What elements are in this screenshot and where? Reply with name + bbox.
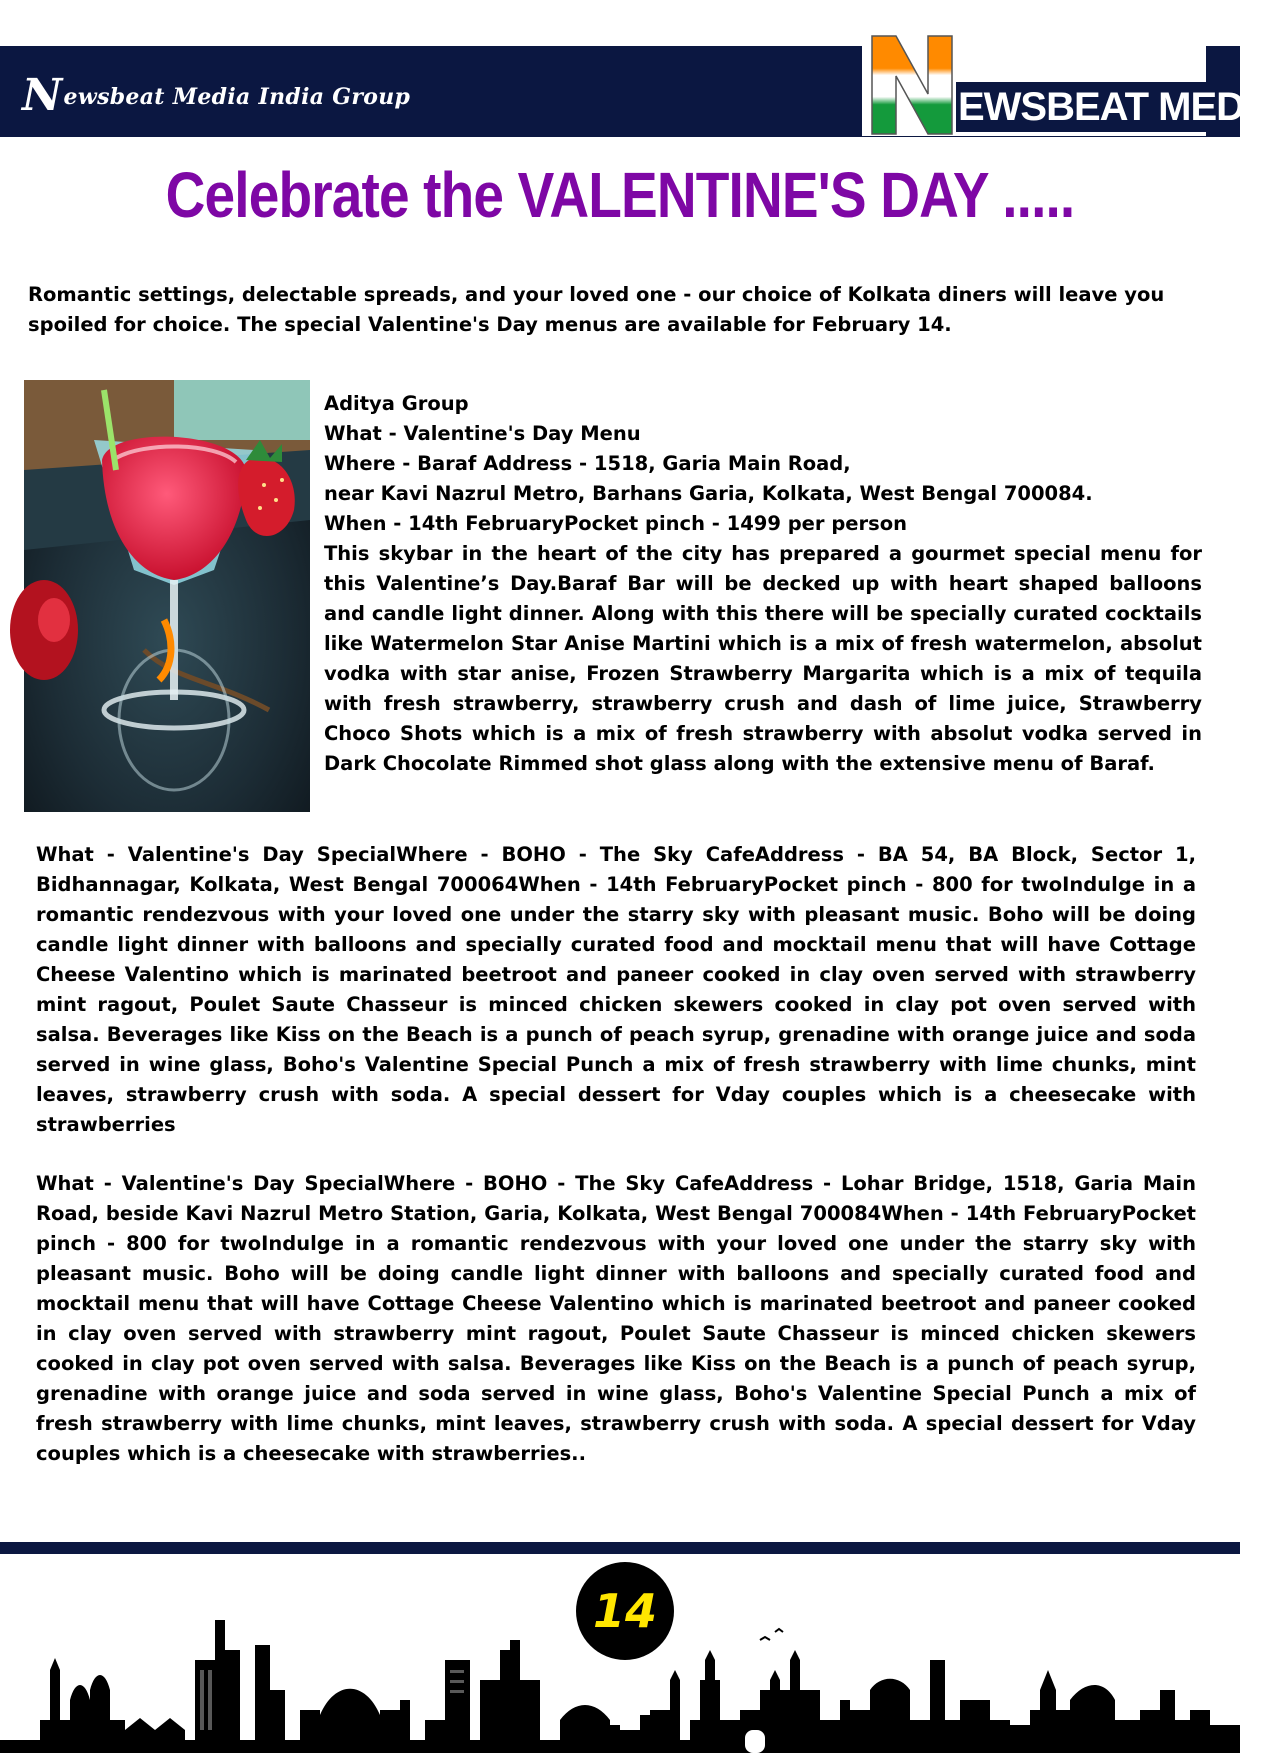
boho-garia-listing: What - Valentine's Day SpecialWhere - BOHO - The Sky CafeAddress - Lohar Bridge, 1518, Garia Main Road, beside Kavi Nazrul Metro Station, Garia, Kolkata, West Bengal 700084When - 14th FebruaryPocket pinch - 800 for twoIndulge in a romantic rendezvous with your loved one under the starry sky with pleasant music. Boho will be doing candle light dinner with balloons and specially curated food and mocktail menu that will have Cottage Cheese Valentino which is marinated beetroot and paneer cooked in clay oven served with strawberry mint ragout, Poulet Saute Chasseur is minced chicken skewers cooked in clay pot oven served with salsa. Beverages like Kiss on the Beach is a punch of peach syrup, grenadine with orange juice and soda served in wine glass, Boho's Valentine Special Punch a mix of fresh strawberry with lime chunks, mint leaves, strawberry crush with soda. A special dessert for Vday couples which is a cheesecake with strawberries..: [36, 1172, 1196, 1465]
brand-initial: N: [22, 70, 63, 121]
cocktail-photo: [24, 380, 310, 812]
listing-what: What - Valentine's Day Menu: [324, 422, 641, 445]
brand-rest: ewsbeat Media India Group: [63, 84, 411, 110]
newsbeat-n-logo-icon: [868, 34, 956, 136]
page-title: Celebrate the VALENTINE'S DAY .....: [165, 159, 1075, 231]
boho-salt-lake-listing: What - Valentine's Day SpecialWhere - BOHO - The Sky CafeAddress - BA 54, BA Block, Sector 1, Bidhannagar, Kolkata, West Bengal 700064When - 14th FebruaryPocket pinch - 800 for twoIndulge in a romantic rendezvous with your loved one under the starry sky with pleasant music. Boho will be doing candle light dinner with balloons and specially curated food and mocktail menu that will have Cottage Cheese Valentino which is marinated beetroot and paneer cooked in clay oven served with strawberry mint ragout, Poulet Saute Chasseur is minced chicken skewers cooked in clay pot oven served with salsa. Beverages like Kiss on the Beach is a punch of peach syrup, grenadine with orange juice and soda served in wine glass, Boho's Valentine Special Punch a mix of fresh strawberry with lime chunks, mint leaves, strawberry crush with soda. A special dessert for Vday couples which is a cheesecake with strawberries: [36, 843, 1196, 1136]
aditya-group-listing: [324, 389, 1202, 779]
logo-text: EWSBEAT MEDIA: [956, 82, 1206, 132]
brand-name: [22, 70, 410, 121]
listing-when: When - 14th FebruaryPocket pinch - 1499 per person: [324, 512, 908, 535]
listing-description: This skybar in the heart of the city has prepared a gourmet special menu for this Valentine’s Day.Baraf Bar will be decked up with heart shaped balloons and candle light dinner. Along with this there will be specially curated cocktails like Watermelon Star Anise Martini which is a mix of fresh watermelon, absolut vodka with star anise, Frozen Strawberry Margarita which is a mix of tequila with fresh strawberry, strawberry crush and dash of lime juice, Strawberry Choco Shots which is a mix of fresh strawberry with absolut vodka served in Dark Chocolate Rimmed shot glass along with the extensive menu of Baraf.: [324, 542, 1202, 775]
listing-address: near Kavi Nazrul Metro, Barhans Garia, Kolkata, West Bengal 700084.: [324, 482, 1093, 505]
listing-name: Aditya Group: [324, 392, 469, 415]
footer-bar: [0, 1542, 1240, 1554]
listing-where: Where - Baraf Address - 1518, Garia Main Road,: [324, 452, 851, 475]
page-number-badge: 14: [576, 1562, 674, 1660]
intro-paragraph: Romantic settings, delectable spreads, and your loved one - our choice of Kolkata diners will leave you spoiled for choice. The special Valentine's Day menus are available for February 14.: [28, 283, 1165, 336]
cocktail-illustration: [24, 380, 310, 812]
